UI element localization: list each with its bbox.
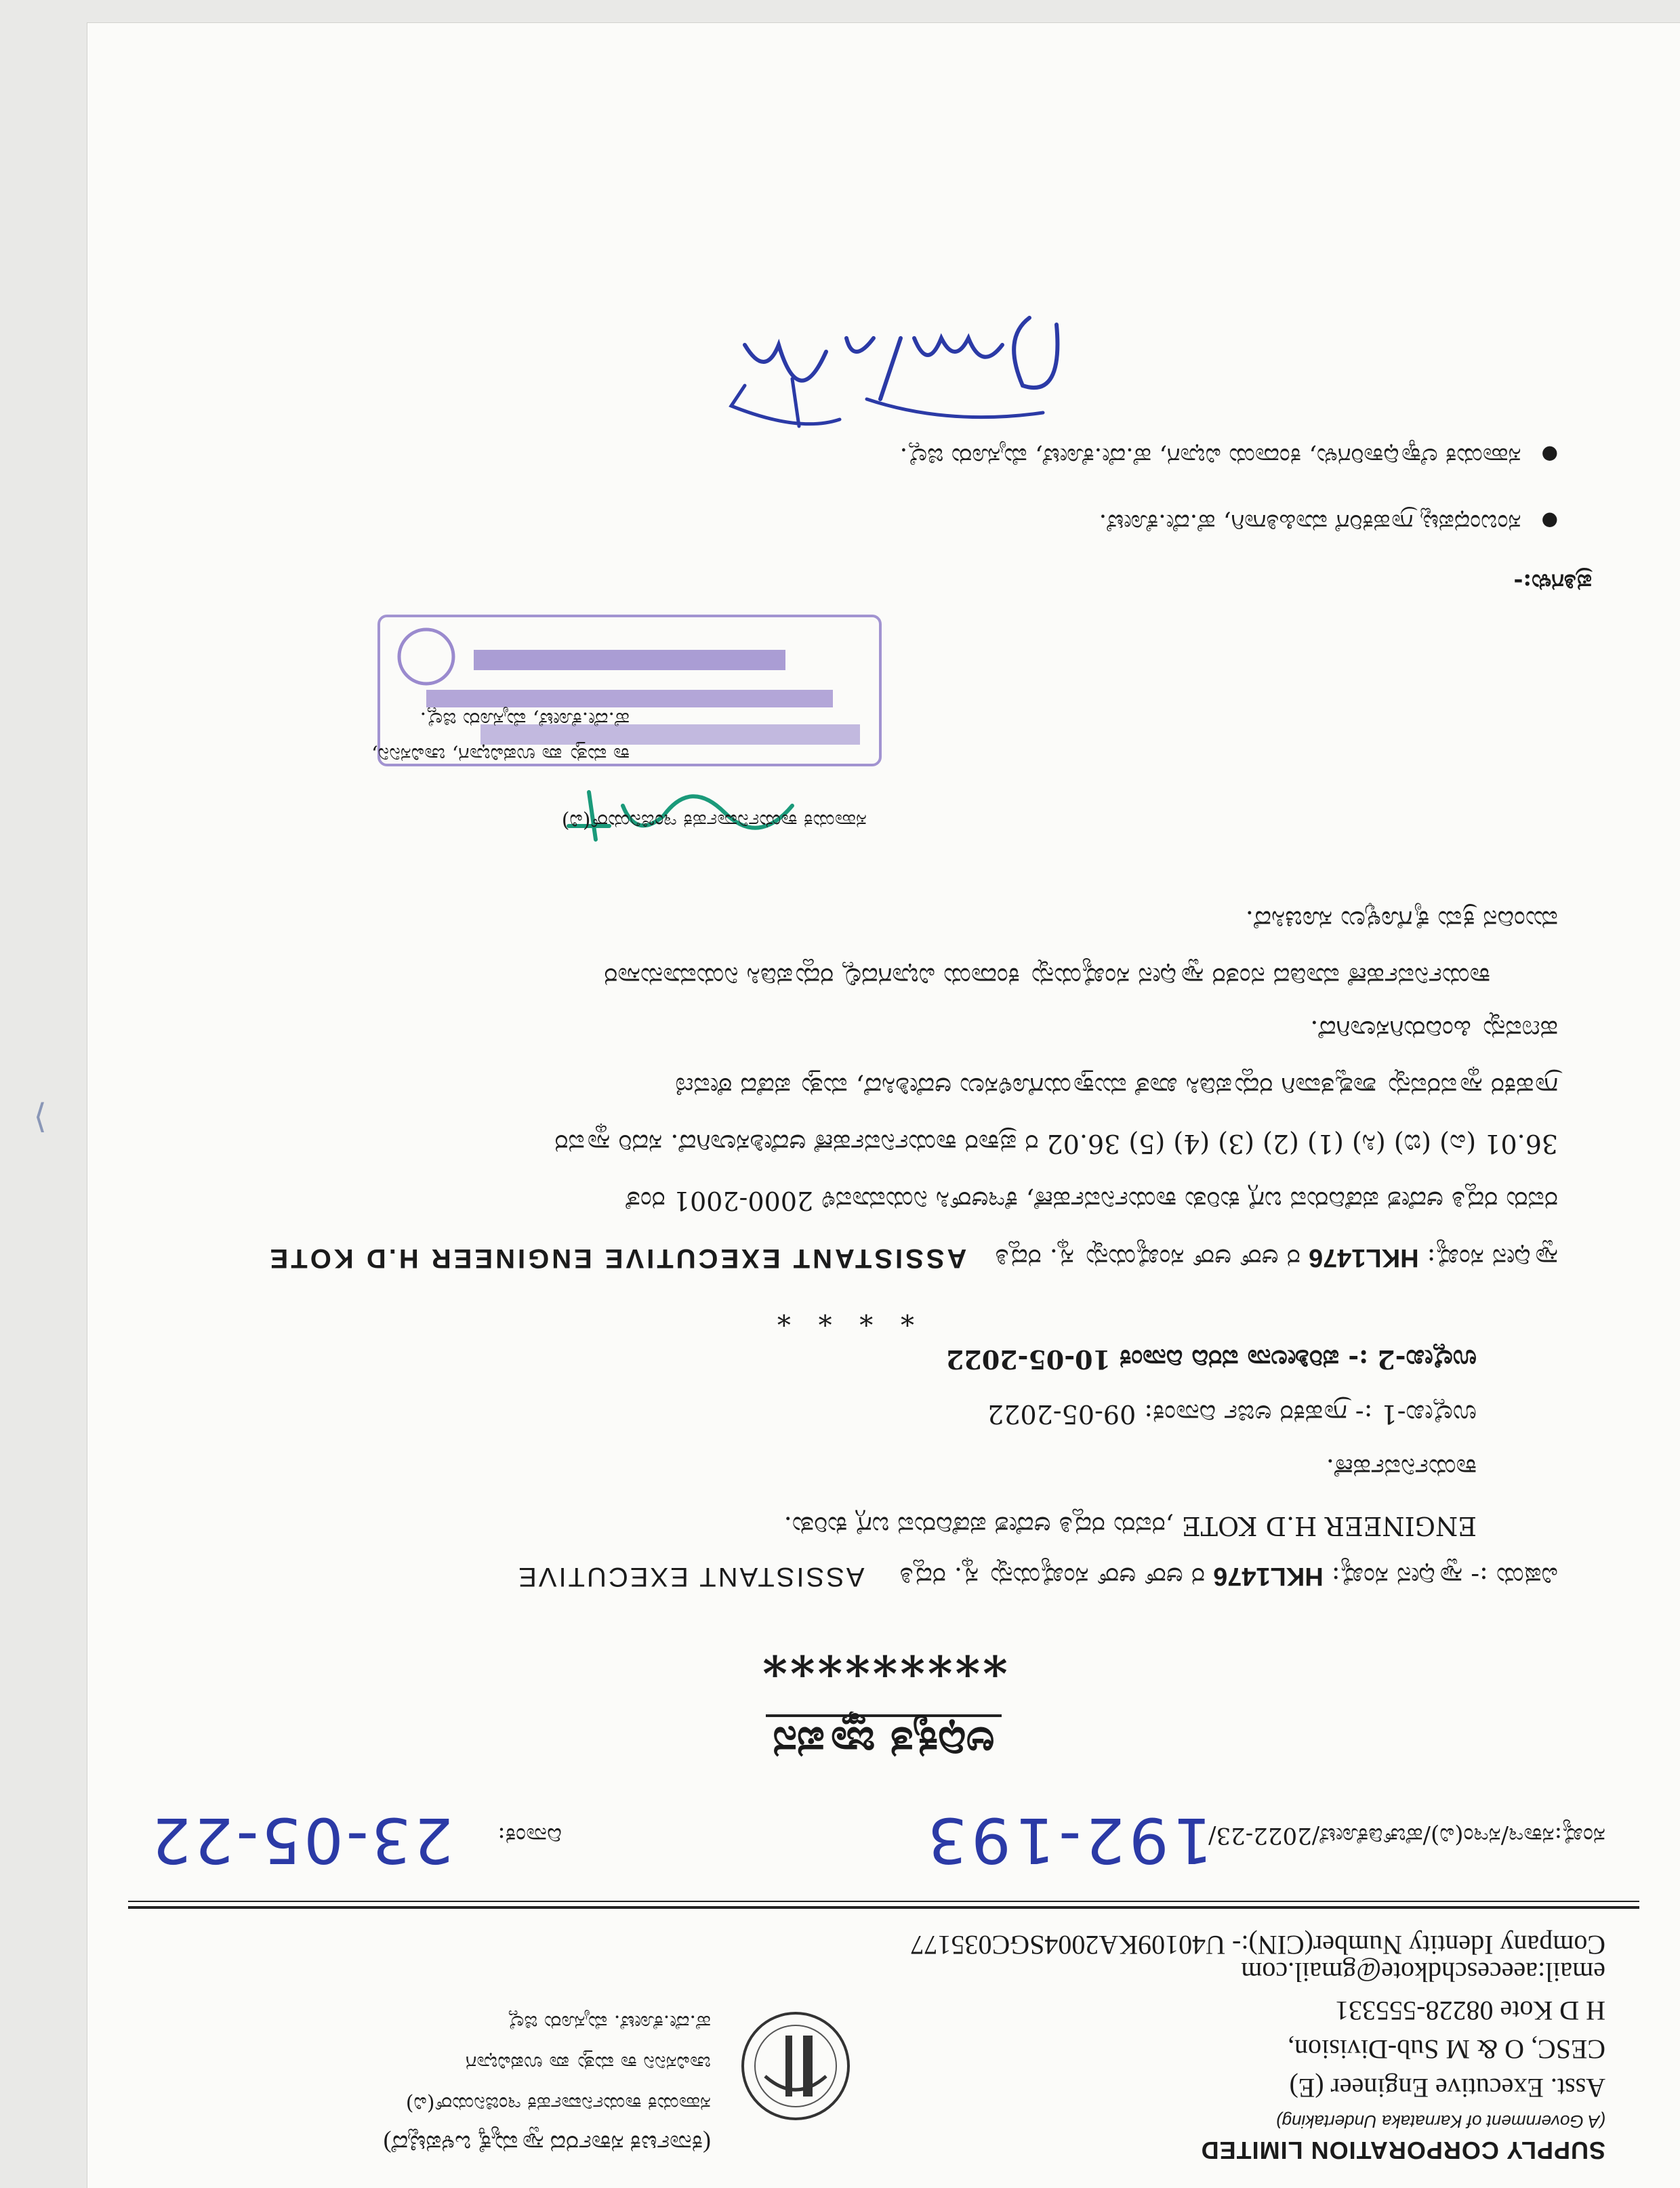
office-line-2: CESC, O & M Sub-Division, <box>1288 2034 1605 2065</box>
copy-to-list <box>900 422 1558 555</box>
handwritten-signature-icon <box>704 284 1084 440</box>
company-name: SUPPLY CORPORATION LIMITED <box>1200 2137 1605 2164</box>
edge-mark: ⟩ <box>33 1098 47 1138</box>
copy-item-1: ● ಸಂಬಂಧಪಟ್ಟ ಗ್ರಾಹಕರಿಗೆ ಮಾಹಿತಿಗಾಗಿ, ಹೆ.ದೇ.ಕೋಟೆ. <box>900 489 1558 555</box>
cesc-logo-icon <box>738 2008 853 2124</box>
letterhead <box>142 1914 1605 2164</box>
signatory-office-line-2: ಹೆ.ದೇ.ಕೋಟೆ, ಮೈಸೂರು ಜಿಲ್ಲೆ. <box>419 707 630 731</box>
p2-line-1: ಕಾರ್ಯನಿರ್ವಹಣೆ ಮಾಡಿದ ನಂತರ ಸ್ವಾಧೀನ ಸಂಖ್ಯೆಯನ್ನು ಕಂದಾಯ ವಿಭಾಗದಲ್ಲಿ ರದ್ದುಪಡಿಸಿ ನಿಯಮಾನುಸಾರ <box>604 962 1490 992</box>
copy-to-label: ಪ್ರತಿಗಳು:- <box>1513 569 1592 596</box>
memo-title-text: ಅಧಿಕೃತ ಜ್ಞಾಪನ <box>766 1714 1001 1768</box>
letterhead-kannada <box>384 2002 711 2164</box>
office-line-1: Asst. Executive Engineer (E) <box>1289 2073 1605 2103</box>
date-label: ದಿನಾಂಕ: <box>497 1822 562 1849</box>
handwritten-reference-number: 192-193 <box>923 1804 1212 1876</box>
paper-page <box>33 23 1680 2188</box>
govt-undertaking-note: (A Government of Karnataka Undertaking) <box>1275 2111 1605 2132</box>
p2-line-2: ಮುಂದಿನ ಕ್ರಮ ಕೈಗೊಳ್ಳಲು ಸೂಚಿಸಿದೆ. <box>1245 905 1558 935</box>
designation: ASSISTANT EXECUTIVE <box>516 1562 865 1592</box>
signatory-office-line-1: ಕಾ ಮತ್ತು ಪಾ ಉಪವಿಭಾಗ, ಚಾವಿಸನಿನಿ, <box>371 743 630 766</box>
p1-designation: ASSISTANT EXECUTIVE ENGINEER H.D KOTE <box>267 1243 967 1273</box>
reference-1: ಉಲ್ಲೇಖ-1 :- ಗ್ರಾಹಕರ ಅರ್ಜಿ ದಿನಾಂಕ: 09-05-2022 <box>987 1399 1477 1429</box>
kannada-line-3: ಚಾವಿಸನಿನಿ ಕಾ ಮತ್ತು ಪಾ ಉಪವಿಭಾಗ <box>466 2051 711 2075</box>
handwritten-date: 23-05-22 <box>148 1804 453 1876</box>
p1-installation-number: HKL1476 <box>1308 1243 1419 1272</box>
kannada-line-4: ಹೆ.ದೇ.ಕೋಟೆ. ಮೈಸೂರು ಜಿಲ್ಲೆ <box>508 2010 711 2034</box>
p1-line-4: ಗ್ರಾಹಕರ ಸ್ಥಾವರವನ್ನು ಶಾಶ್ವತವಾಗಿ ರದ್ದುಪಡಿಸಿ ಖಾತೆ ಮುಕ್ತಾಯಗೊಳಿಸಲು ಆದೇಶಿಸಿದೆ, ಮತ್ತು ಪಡೆದ ಠೇವಣಿ <box>675 1072 1558 1102</box>
separator-stars-small: * * * * <box>767 1300 914 1331</box>
p1-line-1 <box>196 1229 1558 1287</box>
office-line-3: H D Kote 08228-555331 <box>1335 1996 1605 2026</box>
reference-2: ಉಲ್ಲೇಖ-2 :- ಪರಿಶೀಲನಾ ವರದಿ ದಿನಾಂಕ 10-05-2022 <box>945 1344 1477 1375</box>
p1-line-5: ಹಣವನ್ನು ಹಿಂದಿರುಗಿಸಲಾಗಿದೆ. <box>1310 1015 1558 1045</box>
signature-block <box>304 609 968 853</box>
p1-line-2: ರವರು ರದ್ದತಿ ಆದೇಶ ಪಡೆದಿರುವ ಬಗ್ಗೆ ಕುರಿತು ಕಾರ್ಯನಿರ್ವಹಣೆ, ಕೆಇಆರ್‌ಸಿ ನಿಯಮಾವಳಿ 2000-2001 ರಂತೆ <box>626 1186 1558 1216</box>
company-cin: Company Identity Number(CIN):- U40109KA2004SGC035177 <box>910 1930 1605 1960</box>
subject-line-2: ENGINEER H.D KOTE ,ರವರು ರದ್ದತಿ ಆದೇಶ ಪಡೆದಿರುವ ಬಗ್ಗೆ ಕುರಿತು. <box>783 1511 1477 1541</box>
subject-text-a: ಸ್ವಾಧೀನ ಸಂಖ್ಯೆ: <box>1331 1562 1463 1592</box>
installation-number: HKL1476 <box>1213 1562 1324 1590</box>
email-line: email:aeeceschdkote@gmail.com <box>1241 1957 1605 1987</box>
kannada-line-1: (ಕರ್ನಾಟಕ ಸರ್ಕಾರದ ಸ್ವಾಮ್ಯಕ್ಕೆ ಒಳಪಟ್ಟಿದೆ) <box>383 2130 711 2158</box>
signatory-office <box>371 701 630 772</box>
copy-item-2: ● ಸಹಾಯಕ ಲೆಕ್ಕಾಧಿಕಾರಿಗಳು, ಕಂದಾಯ ವಿಭಾಗ, ಹೆ.ದೇ.ಕೋಟೆ, ಮೈಸೂರು ಜಿಲ್ಲೆ. <box>900 422 1558 489</box>
p1-mid: ರ ಆರ್ ಆರ್ ಸಂಖ್ಯೆಯನ್ನು ಸ್ಥ. ರದ್ದತಿ <box>995 1243 1300 1273</box>
memo-title <box>87 1717 1680 1768</box>
subject-label: ವಿಷಯ :- <box>1471 1562 1558 1592</box>
header-rule-thin <box>128 1901 1639 1902</box>
subject-line-3: ಕಾರ್ಯನಿರ್ವಹಣೆ. <box>1326 1453 1477 1483</box>
paragraph-2 <box>196 892 1558 1006</box>
subject-line-1 <box>196 1561 1558 1592</box>
header-rule <box>128 1906 1639 1909</box>
p1-line-3: 36.01 (ಎ) (ಬಿ) (ಸಿ) (1) (2) (3) (4) (5) 36.02 ರ ಪ್ರಕಾರ ಕಾರ್ಯನಿರ್ವಹಣೆ ಆದೇಶಿಸಲಾಗಿದೆ. ಸದರಿ ಸ್ಥಾವರ <box>554 1129 1558 1159</box>
separator-stars: ********* <box>760 1630 1008 1687</box>
paragraph-1 <box>196 1002 1558 1287</box>
reference-number-prefix: ಸಂಖ್ಯೆ:ಸಕಾಇ/ಸಇಂ(ವಿ)/ಹೆಚ್‌ಡಿಕೋಟೆ/2022-23/ <box>1208 1822 1605 1849</box>
signatory-title: ಸಹಾಯಕ ಕಾರ್ಯನಿರ್ವಾಹಕ ಇಂಜಿನಿಯರ್(ವಿ) <box>561 809 867 833</box>
reference-line <box>148 1788 1605 1876</box>
p1-prefix: ಸ್ವಾಧೀನ ಸಂಖ್ಯೆ: <box>1427 1243 1558 1273</box>
letterhead-english <box>1201 1956 1605 2164</box>
kannada-line-2: ಸಹಾಯಕ ಕಾರ್ಯನಿರ್ವಾಹಕ ಇಂಜಿನಿಯರ್(ವಿ) <box>405 2092 711 2115</box>
subject-text-b: ರ ಆರ್ ಆರ್ ಸಂಖ್ಯೆಯನ್ನು ಸ್ಥ. ರದ್ದತಿ <box>899 1562 1205 1592</box>
